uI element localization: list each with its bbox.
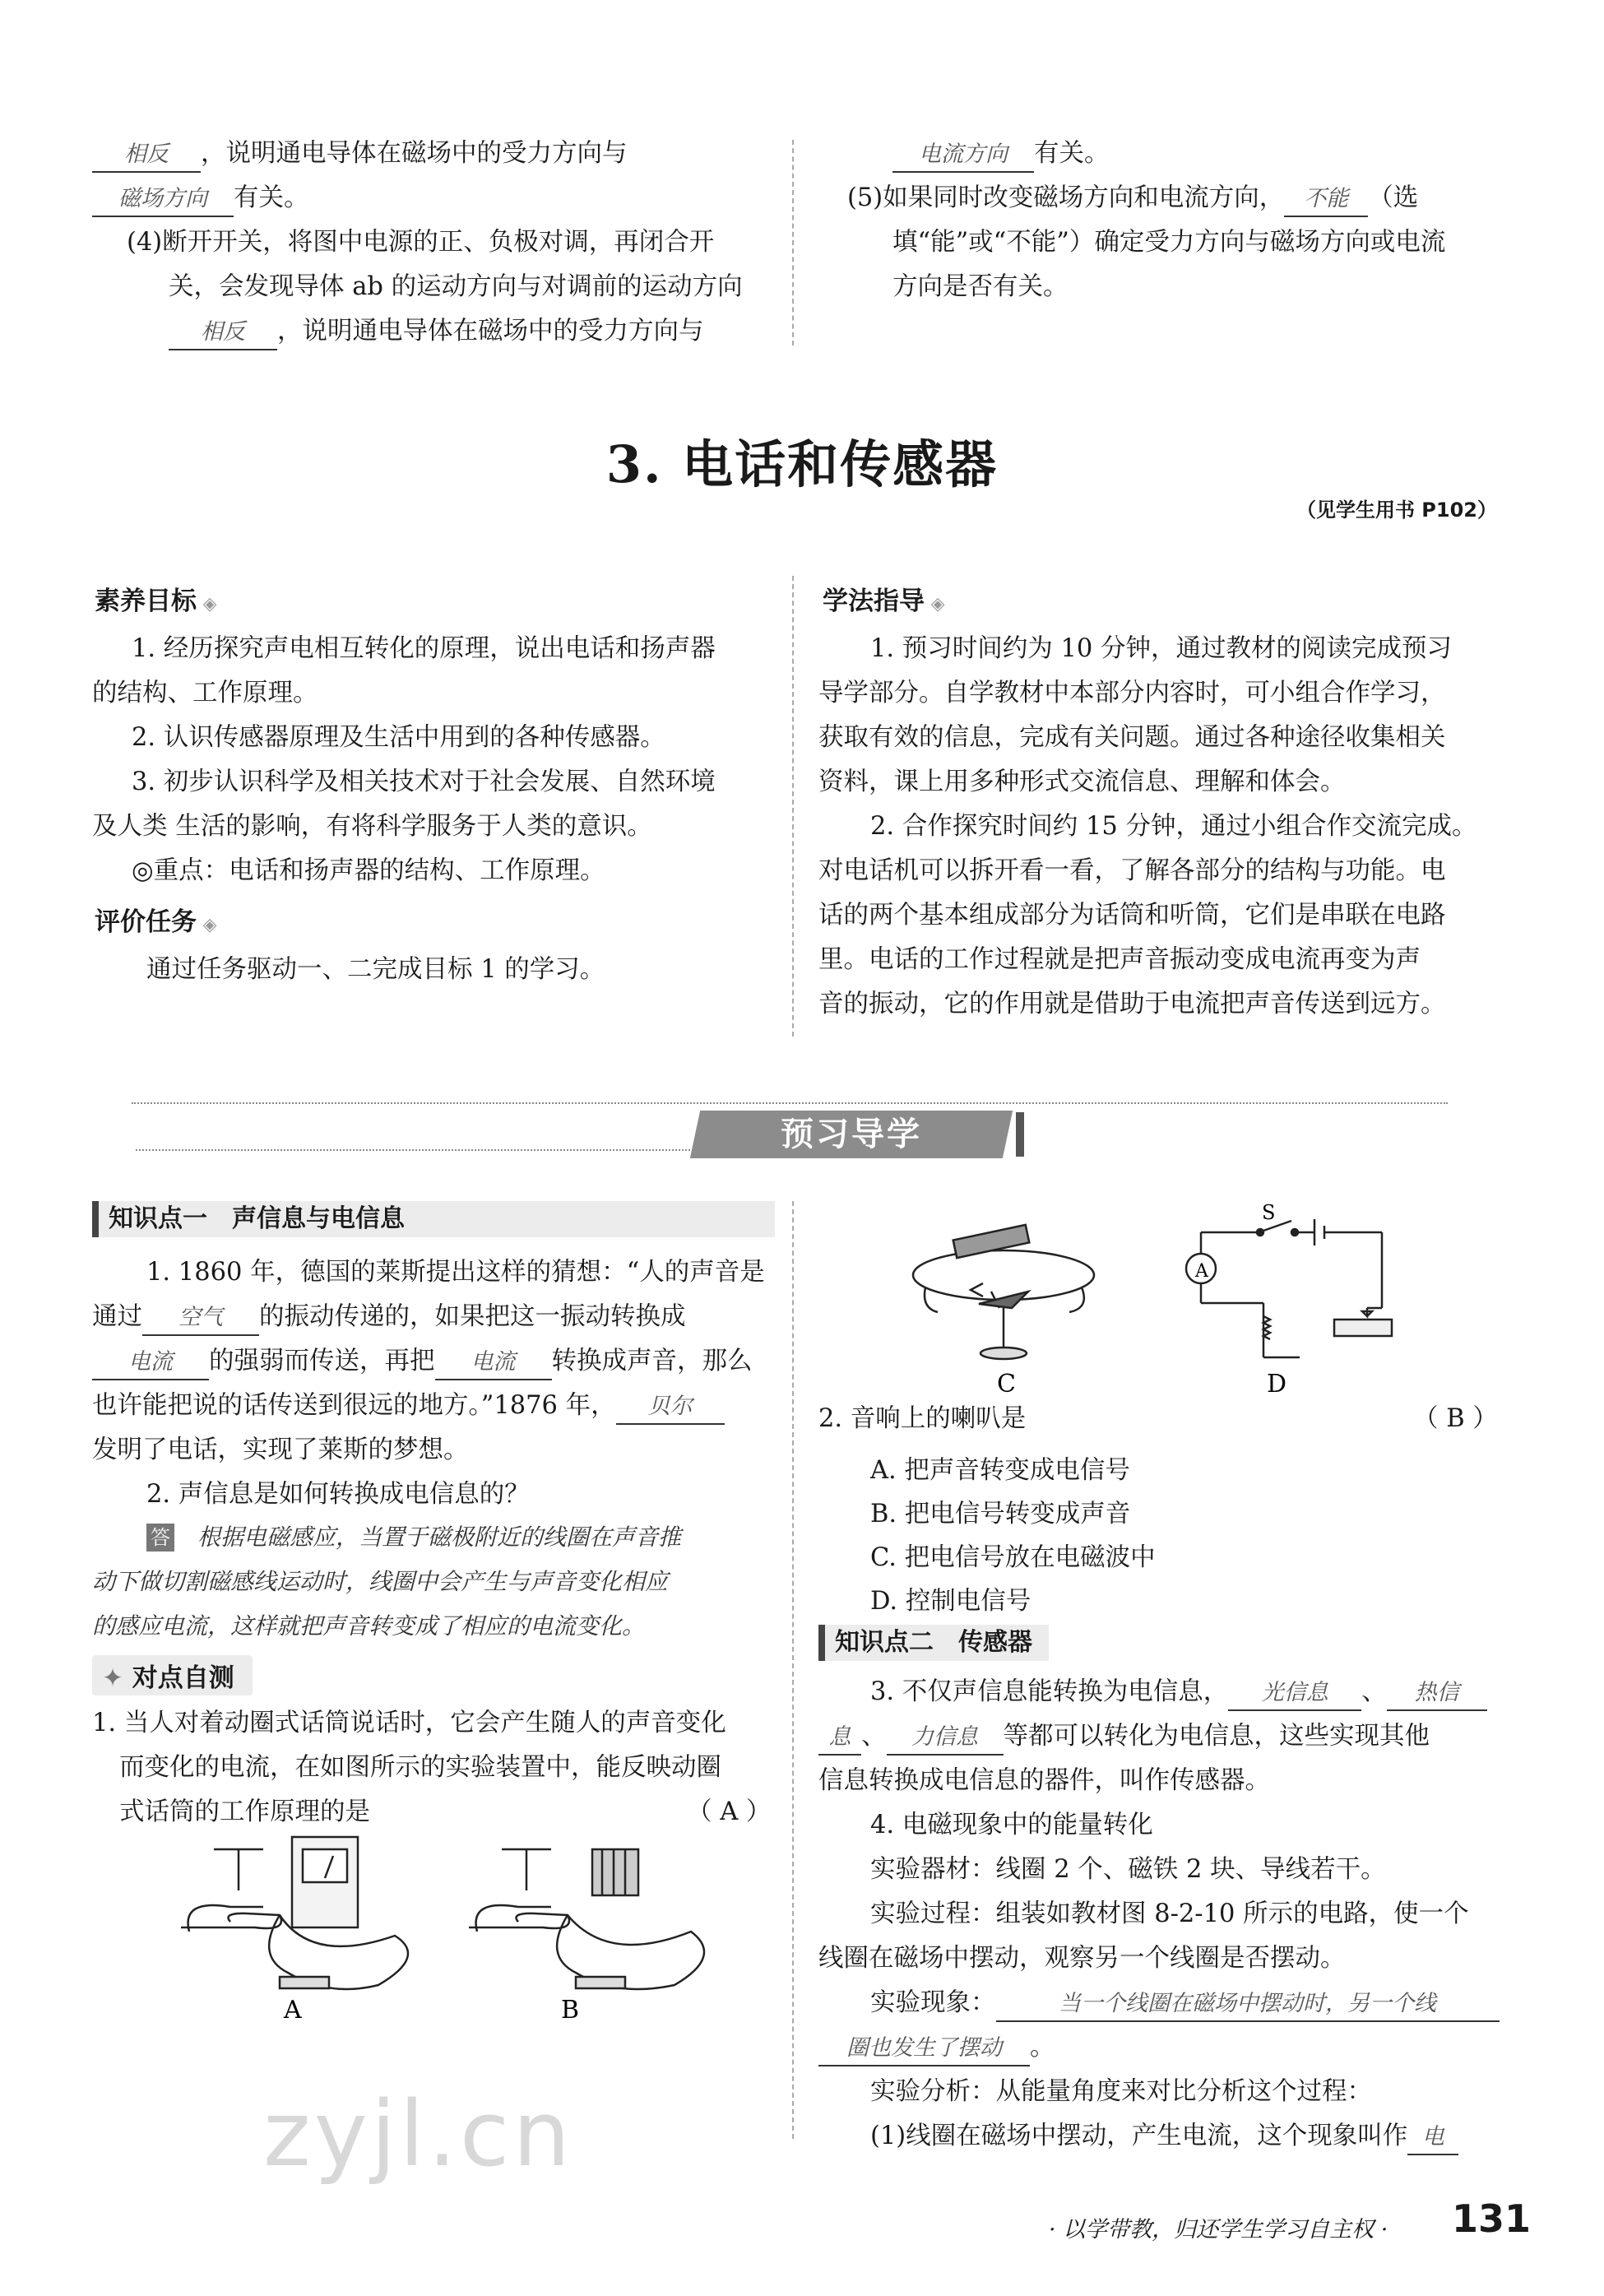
q2-option-b: B. 把电信号转变成声音 bbox=[870, 1500, 1131, 1528]
q2-answer: （ B ） bbox=[1413, 1404, 1498, 1433]
goals-line: 1. 经历探究声电相互转化的原理，说出电话和扬声器 bbox=[132, 634, 716, 663]
answer-blank: 息 bbox=[818, 1721, 861, 1756]
top-left-line-1: 相反 ，说明通电导体在磁场中的受力方向与 bbox=[92, 132, 628, 176]
top-right-line-1: 电流方向 有关。 bbox=[892, 132, 1110, 176]
q2-stem: 2. 音响上的喇叭是 bbox=[818, 1404, 1027, 1433]
answer-blank: 空气 bbox=[142, 1301, 259, 1336]
k2-line: (1)线圈在磁场中摆动，产生电流，这个现象叫作 电 bbox=[870, 2114, 1458, 2159]
figure-label-c: C bbox=[997, 1370, 1016, 1398]
top-left-line-5: 相反 ，说明通电导体在磁场中的受力方向与 bbox=[169, 309, 704, 354]
footer-motto: · 以学带教，归还学生学习自主权 · bbox=[1049, 2217, 1388, 2243]
top-right-line-3: 填“能”或“不能”）确定受力方向与磁场方向或电流 bbox=[892, 228, 1446, 257]
method-line: 1. 预习时间约为 10 分钟，通过教材的阅读完成预习 bbox=[870, 634, 1452, 663]
answer-blank: 热信 bbox=[1387, 1677, 1487, 1711]
q2-option-d: D. 控制电信号 bbox=[870, 1587, 1031, 1616]
answer-blank: 力信息 bbox=[887, 1721, 1004, 1756]
diamond-icon: ◈ bbox=[197, 594, 217, 615]
banner-title: 预习导学 bbox=[781, 1116, 922, 1153]
answer-badge: 答 bbox=[146, 1524, 174, 1552]
answer-blank: 电流 bbox=[92, 1346, 209, 1380]
section-heading-goals: 素养目标 ◈ bbox=[95, 587, 217, 616]
figure-ab bbox=[165, 1833, 757, 2022]
knowledge-point-2-heading: 知识点二 传感器 bbox=[818, 1625, 1049, 1661]
goals-line: 的结构、工作原理。 bbox=[92, 679, 318, 707]
q2-option-c: C. 把电信号放在电磁波中 bbox=[870, 1543, 1156, 1572]
answer-blank: 电流方向 bbox=[892, 138, 1034, 173]
top-left-line-4: 关，会发现导体 ab 的运动方向与对调前的运动方向 bbox=[169, 272, 743, 301]
k1-line: 1. 1860 年，德国的莱斯提出这样的猜想：“人的声音是 bbox=[146, 1258, 765, 1287]
goals-line: 3. 初步认识科学及相关技术对于社会发展、自然环境 bbox=[132, 768, 716, 796]
k1-line: 电流 的强弱而传送，再把 电流 转换成声音，那么 bbox=[92, 1339, 753, 1384]
goals-focus-line: ◎重点：电话和扬声器的结构、工作原理。 bbox=[132, 856, 605, 885]
k2-line: 信息转换成电信息的器件，叫作传感器。 bbox=[818, 1766, 1270, 1795]
method-line: 话的两个基本组成部分为话筒和听筒，它们是串联在电路 bbox=[818, 901, 1446, 930]
k2-line: 实验过程：组装如教材图 8-2-10 所示的电路，使一个 bbox=[870, 1899, 1469, 1928]
answer-blank: 相反 bbox=[92, 138, 201, 173]
method-line: 2. 合作探究时间约 15 分钟，通过小组合作交流完成。 bbox=[870, 812, 1477, 841]
column-divider bbox=[792, 1201, 794, 2139]
goals-line: 2. 认识传感器原理及生活中用到的各种传感器。 bbox=[132, 723, 665, 752]
answer-blank: 贝尔 bbox=[616, 1390, 725, 1425]
selftest-q1-line: 式话筒的工作原理的是 bbox=[119, 1797, 370, 1826]
self-test-heading: ✦ 对点自测 bbox=[92, 1655, 253, 1695]
switch-label: S bbox=[1262, 1201, 1276, 1224]
top-left-line-2: 磁场方向 有关。 bbox=[92, 176, 309, 220]
k2-line: 圈也发生了摆动 。 bbox=[818, 2025, 1055, 2070]
k1-line: 发明了电话，实现了莱斯的梦想。 bbox=[92, 1436, 469, 1464]
section-heading-eval: 评价任务 ◈ bbox=[95, 907, 217, 937]
k2-line: 实验器材：线圈 2 个、磁铁 2 块、导线若干。 bbox=[870, 1855, 1386, 1884]
top-right-line-4: 方向是否有关。 bbox=[892, 272, 1069, 301]
method-line: 资料，课上用多种形式交流信息、理解和体会。 bbox=[818, 768, 1346, 796]
k2-line: 3. 不仅声信息能转换为电信息， 光信息 、 热信 bbox=[870, 1670, 1487, 1714]
answer-blank: 电 bbox=[1407, 2121, 1458, 2155]
selftest-q1-line: 1. 当人对着动圈式话筒说话时，它会产生随人的声音变化 bbox=[92, 1709, 726, 1737]
star-icon: ✦ bbox=[102, 1663, 132, 1693]
top-right-line-2: (5)如果同时改变磁场方向和电流方向， 不能 （选 bbox=[847, 176, 1418, 220]
page-reference: （见学生用书 P102） bbox=[1296, 499, 1497, 522]
column-divider bbox=[792, 576, 794, 1037]
goals-line: 及人类 生活的影响，有将科学服务于人类的意识。 bbox=[92, 812, 652, 841]
method-line: 获取有效的信息，完成有关问题。通过各种途径收集相关 bbox=[818, 723, 1446, 752]
figure-d bbox=[1186, 1219, 1392, 1357]
k1-answer-line: 根据电磁感应，当置于磁极附近的线圈在声音推 bbox=[197, 1524, 682, 1551]
figure-cd bbox=[905, 1201, 1398, 1398]
selftest-q1-line: 而变化的电流，在如图所示的实验装置中，能反映动圈 bbox=[119, 1753, 721, 1782]
k2-line: 线圈在磁场中摆动，观察另一个线圈是否摆动。 bbox=[818, 1944, 1346, 1973]
figure-a bbox=[181, 1837, 408, 1989]
column-divider bbox=[792, 140, 794, 346]
k1-question-2: 2. 声信息是如何转换成电信息的？ bbox=[146, 1480, 530, 1509]
method-line: 导学部分。自学教材中本部分内容时，可小组合作学习， bbox=[818, 679, 1446, 707]
figure-b bbox=[469, 1849, 704, 1989]
answer-blank: 当一个线圈在磁场中摆动时，另一个线 bbox=[996, 1988, 1500, 2022]
method-line: 里。电话的工作过程就是把声音振动变成电流再变为声 bbox=[818, 945, 1421, 974]
ammeter-label: A bbox=[1195, 1261, 1208, 1282]
diamond-icon: ◈ bbox=[197, 915, 217, 935]
method-line: 对电话机可以拆开看一看，了解各部分的结构与功能。电 bbox=[818, 856, 1446, 885]
figure-label-d: D bbox=[1267, 1370, 1287, 1398]
figure-label-b: B bbox=[561, 1996, 580, 2022]
answer-blank: 磁场方向 bbox=[92, 183, 234, 217]
banner-rule bbox=[132, 1102, 1448, 1104]
k2-line: 4. 电磁现象中的能量转化 bbox=[870, 1811, 1153, 1839]
k2-line: 息 、 力信息 等都可以转化为电信息，这些实现其他 bbox=[818, 1714, 1430, 1759]
k1-line: 也许能把说的话传送到很远的地方。”1876 年， 贝尔 bbox=[92, 1384, 725, 1428]
section-heading-method: 学法指导 ◈ bbox=[823, 587, 945, 616]
eval-text: 通过任务驱动一、二完成目标 1 的学习。 bbox=[146, 955, 605, 984]
figure-c bbox=[913, 1225, 1094, 1359]
k1-answer-line: 动下做切割磁感线运动时，线圈中会产生与声音变化相应 bbox=[92, 1568, 669, 1595]
knowledge-point-1-heading: 知识点一 声信息与电信息 bbox=[92, 1201, 775, 1237]
answer-blank: 电流 bbox=[435, 1346, 552, 1380]
k2-line: 实验分析：从能量角度来对比分析这个过程： bbox=[870, 2077, 1372, 2106]
figure-label-a: A bbox=[284, 1996, 302, 2022]
method-line: 音的振动，它的作用就是借助于电流把声音传送到远方。 bbox=[818, 990, 1446, 1018]
banner-rule bbox=[136, 1149, 703, 1151]
q2-option-a: A. 把声音转变成电信号 bbox=[870, 1456, 1130, 1485]
k1-line: 通过 空气 的振动传递的，如果把这一振动转换成 bbox=[92, 1295, 686, 1339]
answer-blank: 相反 bbox=[169, 316, 277, 350]
answer-blank: 圈也发生了摆动 bbox=[818, 2032, 1030, 2066]
watermark: zyjl.cn bbox=[263, 2081, 574, 2187]
banner-accent bbox=[1016, 1112, 1024, 1157]
page-title: 3. 电话和传感器 bbox=[605, 434, 999, 494]
diamond-icon: ◈ bbox=[925, 594, 945, 615]
page-number: 131 bbox=[1452, 2196, 1532, 2241]
selftest-q1-answer: （ A ） bbox=[687, 1797, 772, 1826]
answer-blank: 光信息 bbox=[1228, 1677, 1361, 1711]
k1-answer-line: 的感应电流，这样就把声音转变成了相应的电流变化。 bbox=[92, 1612, 646, 1640]
k2-line: 实验现象： 当一个线圈在磁场中摆动时，另一个线 bbox=[870, 1981, 1500, 2025]
top-left-line-3: (4)断开开关，将图中电源的正、负极对调，再闭合开 bbox=[127, 228, 715, 257]
answer-blank: 不能 bbox=[1284, 183, 1368, 217]
